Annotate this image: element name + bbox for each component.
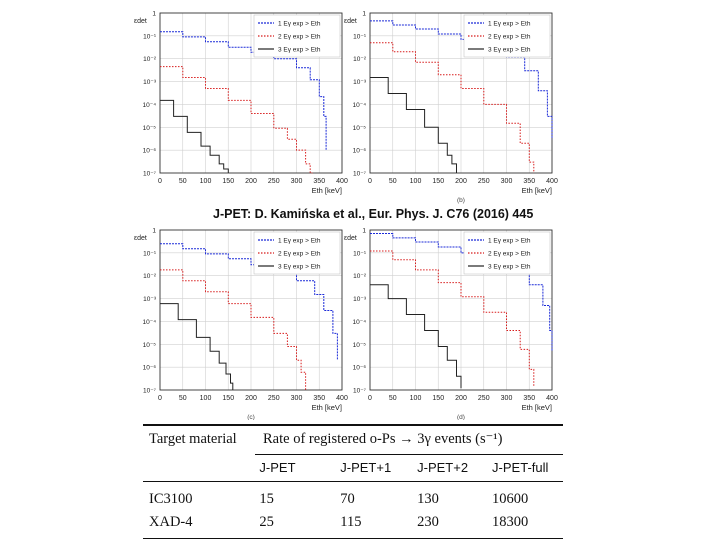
legend-label: 2 Eγ exp > Eth	[488, 250, 531, 258]
y-tick-label: 10⁻⁶	[142, 147, 156, 155]
efficiency-panel	[134, 11, 348, 196]
x-axis-label: Eth [keV]	[521, 403, 552, 412]
col-jpet-2: J-PET+2	[417, 460, 469, 475]
header-rate: Rate of registered o-Ps → 3γ events (s⁻¹)	[263, 431, 503, 447]
table-row	[143, 511, 563, 534]
x-tick-label: 50	[178, 395, 187, 402]
y-axis-label: εdet	[134, 18, 147, 25]
y-tick-label: 10⁻⁷	[352, 387, 366, 395]
x-tick-label: 150	[432, 178, 445, 185]
citation-caption: J-PET: D. Kamińska et al., Eur. Phys. J. C76 (2016) 445	[213, 205, 531, 224]
panel-label: (b)	[457, 197, 465, 204]
x-axis-label: Eth [keV]	[311, 186, 342, 195]
y-tick-label: 10⁻²	[353, 56, 366, 64]
series-line	[160, 270, 306, 390]
cell: 130	[417, 490, 439, 507]
y-tick-label: 10⁻⁵	[142, 124, 156, 132]
x-tick-label: 250	[267, 395, 280, 402]
cell: 70	[340, 490, 355, 507]
x-tick-label: 400	[546, 178, 558, 185]
col-jpet-full: J-PET-full	[492, 460, 549, 475]
efficiency-panel	[344, 228, 558, 421]
x-tick-label: 0	[158, 178, 162, 185]
efficiency-panel	[344, 11, 558, 205]
x-tick-label: 50	[388, 395, 397, 402]
y-tick-label: 10⁻⁵	[352, 124, 366, 132]
y-tick-label: 10⁻⁷	[142, 170, 156, 178]
x-tick-label: 400	[336, 395, 348, 402]
y-tick-label: 1	[362, 227, 366, 235]
y-tick-label: 1	[152, 227, 156, 235]
legend-label: 3 Eγ exp > Eth	[488, 46, 531, 54]
legend-label: 2 Eγ exp > Eth	[488, 33, 531, 41]
legend-label: 3 Eγ exp > Eth	[278, 263, 321, 271]
x-tick-label: 200	[245, 395, 257, 402]
x-tick-label: 350	[313, 178, 326, 185]
x-tick-label: 0	[368, 395, 372, 402]
rates-table	[143, 424, 563, 539]
x-tick-label: 150	[222, 178, 235, 185]
y-axis-label: εdet	[134, 235, 147, 242]
y-tick-label: 10⁻⁴	[142, 318, 156, 326]
y-tick-label: 10⁻²	[143, 56, 156, 64]
y-tick-label: 10⁻¹	[353, 33, 366, 41]
x-tick-label: 150	[432, 395, 445, 402]
x-tick-label: 250	[477, 395, 490, 402]
cell: 15	[259, 490, 274, 507]
y-axis-label: εdet	[344, 18, 357, 25]
series-line	[370, 43, 534, 173]
y-tick-label: 1	[152, 10, 156, 18]
y-tick-label: 10⁻¹	[143, 33, 156, 41]
legend-label: 3 Eγ exp > Eth	[488, 263, 531, 271]
table-subheader-row	[143, 455, 563, 481]
x-tick-label: 100	[199, 178, 212, 185]
legend-label: 1 Eγ exp > Eth	[488, 237, 531, 245]
row-material: XAD-4	[149, 513, 193, 530]
legend	[464, 232, 550, 274]
y-axis-label: εdet	[344, 235, 357, 242]
efficiency-panel	[134, 228, 348, 421]
table-bottom-rule	[143, 538, 563, 540]
y-tick-label: 10⁻⁶	[142, 364, 156, 372]
x-tick-label: 50	[388, 178, 397, 185]
y-tick-label: 10⁻¹	[143, 250, 156, 258]
x-tick-label: 300	[290, 178, 303, 185]
x-tick-label: 350	[313, 395, 326, 402]
cell: 10600	[492, 490, 529, 507]
x-tick-label: 350	[523, 395, 536, 402]
x-axis-label: Eth [keV]	[311, 403, 342, 412]
y-tick-label: 10⁻⁵	[352, 341, 366, 349]
y-tick-label: 10⁻⁴	[142, 101, 156, 109]
series-line	[370, 78, 457, 174]
y-tick-label: 10⁻⁶	[352, 364, 366, 372]
row-material: IC3100	[149, 490, 193, 507]
x-tick-label: 300	[500, 178, 513, 185]
y-tick-label: 10⁻²	[353, 273, 366, 281]
legend	[464, 15, 550, 57]
x-tick-label: 250	[477, 178, 490, 185]
y-tick-label: 10⁻³	[353, 79, 366, 87]
x-tick-label: 200	[245, 178, 257, 185]
cell: 25	[259, 513, 274, 530]
y-tick-label: 10⁻⁷	[142, 387, 156, 395]
y-tick-label: 10⁻³	[353, 296, 366, 304]
x-tick-label: 300	[290, 395, 303, 402]
x-tick-label: 400	[336, 178, 348, 185]
legend	[254, 15, 340, 57]
panel-label: (d)	[457, 414, 465, 420]
x-tick-label: 100	[409, 178, 422, 185]
legend-label: 1 Eγ exp > Eth	[278, 237, 321, 245]
col-jpet: J-PET	[259, 460, 296, 475]
series-line	[160, 304, 233, 390]
y-tick-label: 1	[362, 10, 366, 18]
legend-label: 1 Eγ exp > Eth	[488, 20, 531, 28]
x-tick-label: 350	[523, 178, 536, 185]
y-tick-label: 10⁻⁵	[142, 341, 156, 349]
y-tick-label: 10⁻⁷	[352, 170, 366, 178]
legend	[254, 232, 340, 274]
x-tick-label: 200	[455, 178, 467, 185]
x-tick-label: 100	[409, 395, 422, 402]
col-jpet-1: J-PET+1	[340, 460, 392, 475]
x-tick-label: 200	[455, 395, 467, 402]
legend-label: 2 Eγ exp > Eth	[278, 33, 321, 41]
table-row	[143, 488, 563, 511]
x-tick-label: 0	[158, 395, 162, 402]
y-tick-label: 10⁻³	[143, 296, 156, 304]
cell: 230	[417, 513, 439, 530]
x-tick-label: 400	[546, 395, 558, 402]
x-axis-label: Eth [keV]	[521, 186, 552, 195]
legend-label: 3 Eγ exp > Eth	[278, 46, 321, 54]
cell: 18300	[492, 513, 529, 530]
header-target-material: Target material	[149, 431, 237, 447]
x-tick-label: 150	[222, 395, 235, 402]
legend-label: 2 Eγ exp > Eth	[278, 250, 321, 258]
y-tick-label: 10⁻²	[143, 273, 156, 281]
x-tick-label: 300	[500, 395, 513, 402]
cell: 115	[340, 513, 362, 530]
series-line	[160, 100, 228, 173]
x-tick-label: 250	[267, 178, 280, 185]
legend-label: 1 Eγ exp > Eth	[278, 20, 321, 28]
panel-label: (c)	[247, 414, 255, 420]
x-tick-label: 100	[199, 395, 212, 402]
x-tick-label: 50	[178, 178, 187, 185]
table-header-row	[143, 426, 563, 454]
y-tick-label: 10⁻³	[143, 79, 156, 87]
y-tick-label: 10⁻⁴	[352, 101, 366, 109]
x-tick-label: 0	[368, 178, 372, 185]
y-tick-label: 10⁻¹	[353, 250, 366, 258]
y-tick-label: 10⁻⁶	[352, 147, 366, 155]
y-tick-label: 10⁻⁴	[352, 318, 366, 326]
